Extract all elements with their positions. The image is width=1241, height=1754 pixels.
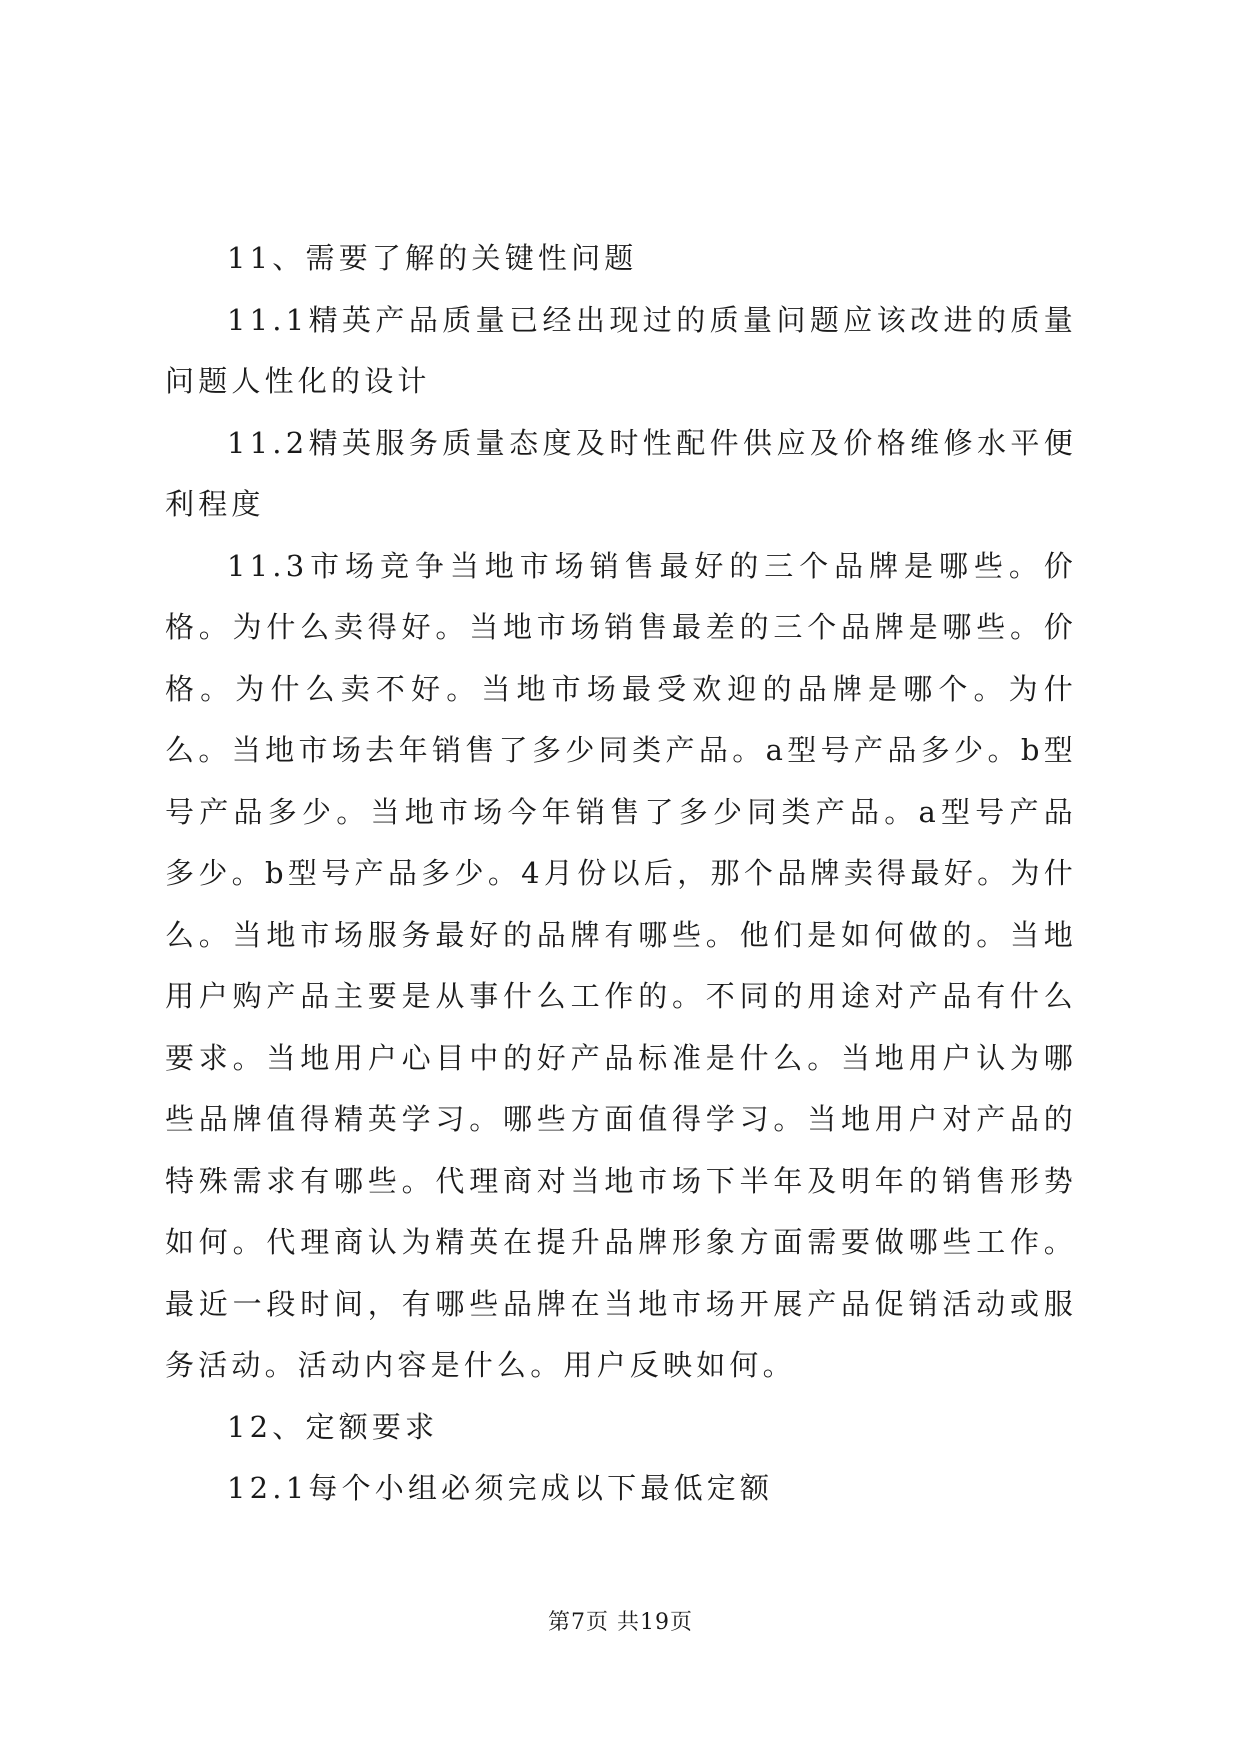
paragraph-11-2: 11.2精英服务质量态度及时性配件供应及价格维修水平便利程度 <box>165 425 1077 521</box>
page-number-footer: 第7页 共19页 <box>548 1610 693 1635</box>
paragraph-11-1: 11.1精英产品质量已经出现过的质量问题应该改进的质量问题人性化的设计 <box>165 302 1077 398</box>
paragraph-12-1: 12.1每个小组必须完成以下最低定额 <box>227 1471 774 1505</box>
paragraph-11-3: 11.3市场竞争当地市场销售最好的三个品牌是哪些。价格。为什么卖得好。当地市场销售最差的三个品牌是哪些。价格。为什么卖不好。当地市场最受欢迎的品牌是哪个。为什么。当地市场去年销售了多少同类产品。a型号产品多少。b型号产品多少。当地市场今年销售了多少同类产品。a型号产品多少。b型号产品多少。4月份以后，那个品牌卖得最好。为什么。当地市场服务最好的品牌有哪些。他们是如何做的。当地用户购产品主要是从事什么工作的。不同的用途对产品有什么要求。当地用户心目中的好产品标准是什么。当地用户认为哪些品牌值得精英学习。哪些方面值得学习。当地用户对产品的特殊需求有哪些。代理商对当地市场下半年及明年的销售形势如何。代理商认为精英在提升品牌形象方面需要做哪些工作。最近一段时间，有哪些品牌在当地市场开展产品促销活动或服务活动。活动内容是什么。用户反映如何。 <box>165 548 1077 1382</box>
section-heading-12: 12、定额要求 <box>227 1409 439 1444</box>
document-body <box>165 228 1077 1520</box>
section-heading-11: 11、需要了解的关键性问题 <box>227 241 638 275</box>
